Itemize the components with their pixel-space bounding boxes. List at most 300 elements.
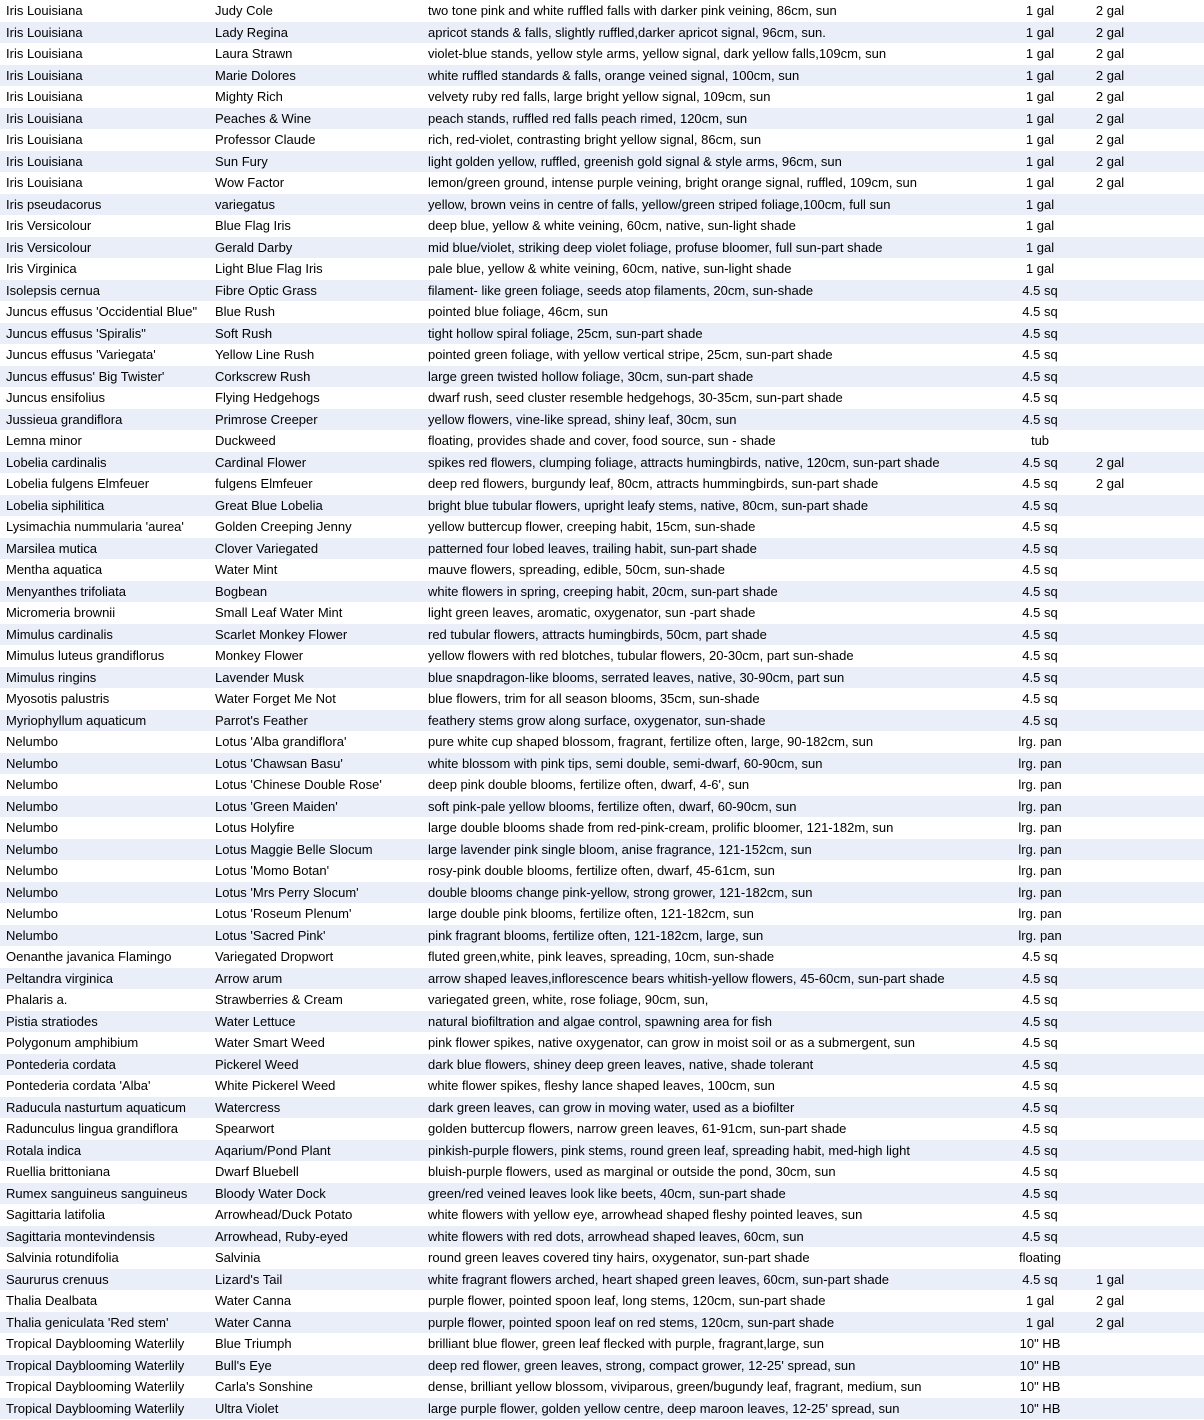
- description-cell: white fragrant flowers arched, heart shaped green leaves, 60cm, sun-part shade: [428, 1271, 890, 1287]
- table-row: [0, 1097, 1204, 1119]
- description-cell: golden buttercup flowers, narrow green leaves, 61-91cm, sun-part shade: [428, 1121, 847, 1136]
- description-cell: natural biofiltration and algae control, spawning area for fish: [428, 1013, 772, 1029]
- common-name-cell: Judy Cole: [215, 3, 273, 18]
- botanical-name-cell: Saururus crenuus: [6, 1271, 109, 1287]
- table-row: [0, 753, 1204, 775]
- botanical-name-cell: Thalia geniculata 'Red stem': [6, 1314, 169, 1330]
- size-1-cell: 1 gal: [1025, 110, 1055, 126]
- size-1-cell: 4.5 sq: [1022, 691, 1058, 706]
- botanical-name-cell: Iris Louisiana: [6, 24, 83, 40]
- size-1-cell: 1 gal: [1025, 1314, 1055, 1330]
- table-row: [0, 645, 1204, 667]
- botanical-name-cell: Iris Louisiana: [6, 175, 83, 190]
- table-row: [0, 430, 1204, 452]
- size-1-cell: 1 gal: [1025, 132, 1055, 147]
- description-cell: velvety ruby red falls, large bright yellow signal, 109cm, sun: [428, 89, 771, 104]
- size-1-cell: 1 gal: [1025, 1293, 1055, 1308]
- common-name-cell: Gerald Darby: [215, 239, 293, 255]
- size-1-cell: 4.5 sq: [1022, 992, 1058, 1007]
- common-name-cell: Carla's Sonshine: [215, 1379, 313, 1394]
- table-row: [0, 172, 1204, 194]
- table-row: [0, 344, 1204, 366]
- table-row: [0, 1247, 1204, 1269]
- size-1-cell: 4.5 sq: [1022, 562, 1058, 577]
- botanical-name-cell: Nelumbo: [6, 906, 59, 921]
- size-2-cell: 2 gal: [1095, 67, 1125, 83]
- description-cell: yellow flowers, vine-like spread, shiny leaf, 30cm, sun: [428, 411, 737, 427]
- botanical-name-cell: Myosotis palustris: [6, 691, 110, 706]
- description-cell: deep red flower, green leaves, strong, compact grower, 12-25' spread, sun: [428, 1357, 856, 1373]
- botanical-name-cell: Pontederia cordata: [6, 1056, 116, 1072]
- botanical-name-cell: Mimulus ringins: [6, 669, 97, 685]
- common-name-cell: Lotus Holyfire: [215, 820, 295, 835]
- size-1-cell: lrg. pan: [1018, 820, 1062, 835]
- common-name-cell: Water Lettuce: [215, 1013, 296, 1029]
- size-1-cell: 4.5 sq: [1022, 1207, 1058, 1222]
- table-row: [0, 581, 1204, 603]
- table-row: [0, 409, 1204, 431]
- size-1-cell: 4.5 sq: [1022, 669, 1058, 685]
- botanical-name-cell: Peltandra virginica: [6, 970, 113, 986]
- common-name-cell: Sun Fury: [215, 153, 268, 169]
- size-2-cell: 2 gal: [1095, 24, 1125, 40]
- description-cell: rich, red-violet, contrasting bright yellow signal, 86cm, sun: [428, 132, 762, 147]
- botanical-name-cell: Lobelia cardinalis: [6, 454, 107, 470]
- botanical-name-cell: Iris Louisiana: [6, 153, 83, 169]
- description-cell: pinkish-purple flowers, pink stems, round green leaf, spreading habit, med-high light: [428, 1142, 910, 1158]
- size-1-cell: 4.5 sq: [1022, 626, 1058, 642]
- size-1-cell: 10" HB: [1019, 1379, 1061, 1394]
- description-cell: white flowers with yellow eye, arrowhead shaped fleshy pointed leaves, sun: [428, 1207, 863, 1222]
- description-cell: red tubular flowers, attracts humingbirds, 50cm, part shade: [428, 626, 767, 642]
- description-cell: feathery stems grow along surface, oxygenator, sun-shade: [428, 712, 766, 728]
- description-cell: yellow, brown veins in centre of falls, yellow/green striped foliage,100cm, full sun: [428, 196, 891, 212]
- common-name-cell: Peaches & Wine: [215, 110, 312, 126]
- description-cell: white flower spikes, fleshy lance shaped leaves, 100cm, sun: [428, 1078, 775, 1093]
- botanical-name-cell: Iris Louisiana: [6, 3, 83, 18]
- common-name-cell: fulgens Elmfeuer: [215, 476, 313, 491]
- table-row: [0, 731, 1204, 753]
- table-row: [0, 925, 1204, 947]
- botanical-name-cell: Sagittaria montevindensis: [6, 1228, 155, 1244]
- size-1-cell: 4.5 sq: [1022, 1056, 1058, 1072]
- table-row: [0, 688, 1204, 710]
- table-row: [0, 1290, 1204, 1312]
- botanical-name-cell: Iris Louisiana: [6, 67, 83, 83]
- botanical-name-cell: Nelumbo: [6, 884, 59, 900]
- botanical-name-cell: Thalia Dealbata: [6, 1293, 98, 1308]
- description-cell: apricot stands & falls, slightly ruffled,darker apricot signal, 96cm, sun.: [428, 24, 826, 40]
- size-1-cell: lrg. pan: [1018, 777, 1062, 792]
- common-name-cell: Water Mint: [215, 562, 278, 577]
- botanical-name-cell: Tropical Dayblooming Waterlily: [6, 1336, 185, 1351]
- table-row: [0, 1032, 1204, 1054]
- table-row: [0, 946, 1204, 968]
- description-cell: peach stands, ruffled red falls peach rimed, 120cm, sun: [428, 110, 748, 126]
- table-row: [0, 602, 1204, 624]
- size-1-cell: tub: [1030, 433, 1050, 448]
- table-row: [0, 667, 1204, 689]
- description-cell: purple flower, pointed spoon leaf, long stems, 120cm, sun-part shade: [428, 1293, 826, 1308]
- size-1-cell: 10" HB: [1019, 1336, 1061, 1351]
- botanical-name-cell: Ruellia brittoniana: [6, 1164, 111, 1179]
- botanical-name-cell: Iris pseudacorus: [6, 196, 102, 212]
- size-1-cell: 1 gal: [1025, 239, 1055, 255]
- size-2-cell: 2 gal: [1095, 89, 1125, 104]
- size-1-cell: floating: [1019, 1250, 1061, 1265]
- table-row: [0, 839, 1204, 861]
- table-row: [0, 1376, 1204, 1398]
- size-1-cell: 4.5 sq: [1022, 390, 1058, 405]
- description-cell: patterned four lobed leaves, trailing habit, sun-part shade: [428, 540, 757, 556]
- table-row: [0, 817, 1204, 839]
- description-cell: arrow shaped leaves,inflorescence bears whitish-yellow flowers, 45-60cm, sun-part shade: [428, 970, 945, 986]
- table-row: [0, 301, 1204, 323]
- table-row: [0, 1398, 1204, 1420]
- size-1-cell: 1 gal: [1025, 67, 1055, 83]
- botanical-name-cell: Radunculus lingua grandiflora: [6, 1121, 179, 1136]
- common-name-cell: Lavender Musk: [215, 669, 304, 685]
- common-name-cell: Water Canna: [215, 1314, 292, 1330]
- size-1-cell: 4.5 sq: [1022, 583, 1058, 599]
- size-1-cell: lrg. pan: [1018, 906, 1062, 921]
- table-row: [0, 215, 1204, 237]
- botanical-name-cell: Iris Versicolour: [6, 218, 92, 233]
- common-name-cell: Lotus 'Momo Botan': [215, 863, 330, 878]
- description-cell: violet-blue stands, yellow style arms, yellow signal, dark yellow falls,109cm, sun: [428, 46, 887, 61]
- size-2-cell: 2 gal: [1095, 175, 1125, 190]
- description-cell: filament- like green foliage, seeds atop filaments, 20cm, sun-shade: [428, 282, 814, 298]
- common-name-cell: Watercress: [215, 1099, 281, 1115]
- table-row: [0, 323, 1204, 345]
- description-cell: green/red veined leaves look like beets, 40cm, sun-part shade: [428, 1185, 786, 1201]
- botanical-name-cell: Iris Versicolour: [6, 239, 92, 255]
- size-1-cell: 4.5 sq: [1022, 304, 1058, 319]
- common-name-cell: Arrowhead/Duck Potato: [215, 1207, 353, 1222]
- description-cell: pointed green foliage, with yellow vertical stripe, 25cm, sun-part shade: [428, 347, 833, 362]
- botanical-name-cell: Salvinia rotundifolia: [6, 1250, 119, 1265]
- common-name-cell: Lotus 'Alba grandiflora': [215, 734, 347, 749]
- botanical-name-cell: Myriophyllum aquaticum: [6, 712, 147, 728]
- size-1-cell: 1 gal: [1025, 24, 1055, 40]
- size-1-cell: lrg. pan: [1018, 884, 1062, 900]
- table-row: [0, 1226, 1204, 1248]
- botanical-name-cell: Sagittaria latifolia: [6, 1207, 105, 1222]
- common-name-cell: Lotus 'Green Maiden': [215, 798, 338, 814]
- common-name-cell: Pickerel Weed: [215, 1056, 299, 1072]
- common-name-cell: Professor Claude: [215, 132, 316, 147]
- botanical-name-cell: Nelumbo: [6, 927, 59, 943]
- description-cell: mauve flowers, spreading, edible, 50cm, sun-shade: [428, 562, 725, 577]
- common-name-cell: Lizard's Tail: [215, 1271, 283, 1287]
- size-1-cell: 4.5 sq: [1022, 497, 1058, 513]
- table-row: [0, 860, 1204, 882]
- description-cell: bright blue tubular flowers, upright leafy stems, native, 80cm, sun-part shade: [428, 497, 869, 513]
- botanical-name-cell: Oenanthe javanica Flamingo: [6, 949, 172, 964]
- description-cell: double blooms change pink-yellow, strong grower, 121-182cm, sun: [428, 884, 813, 900]
- description-cell: soft pink-pale yellow blooms, fertilize often, dwarf, 60-90cm, sun: [428, 798, 797, 814]
- common-name-cell: Lotus 'Sacred Pink': [215, 927, 326, 943]
- botanical-name-cell: Micromeria brownii: [6, 605, 116, 620]
- botanical-name-cell: Isolepsis cernua: [6, 282, 100, 298]
- size-1-cell: 1 gal: [1025, 261, 1055, 276]
- size-1-cell: lrg. pan: [1018, 734, 1062, 749]
- size-1-cell: lrg. pan: [1018, 798, 1062, 814]
- common-name-cell: White Pickerel Weed: [215, 1078, 336, 1093]
- common-name-cell: Aqarium/Pond Plant: [215, 1142, 331, 1158]
- common-name-cell: Lady Regina: [215, 24, 288, 40]
- size-1-cell: 10" HB: [1019, 1357, 1061, 1373]
- description-cell: large double blooms shade from red-pink-cream, prolific bloomer, 121-182m, sun: [428, 820, 894, 835]
- description-cell: round green leaves covered tiny hairs, oxygenator, sun-part shade: [428, 1250, 810, 1265]
- botanical-name-cell: Mimulus cardinalis: [6, 626, 113, 642]
- size-1-cell: 4.5 sq: [1022, 476, 1058, 491]
- description-cell: pale blue, yellow & white veining, 60cm, native, sun-light shade: [428, 261, 792, 276]
- table-row: [0, 280, 1204, 302]
- description-cell: rosy-pink double blooms, fertilize often, dwarf, 45-61cm, sun: [428, 863, 775, 878]
- table-row: [0, 86, 1204, 108]
- description-cell: white flowers with red dots, arrowhead shaped leaves, 60cm, sun: [428, 1228, 804, 1244]
- table-row: [0, 796, 1204, 818]
- common-name-cell: Yellow Line Rush: [215, 347, 315, 362]
- description-cell: deep red flowers, burgundy leaf, 80cm, attracts hummingbirds, sun-part shade: [428, 476, 879, 491]
- table-row: [0, 237, 1204, 259]
- table-row: [0, 1269, 1204, 1291]
- botanical-name-cell: Iris Louisiana: [6, 89, 83, 104]
- size-1-cell: lrg. pan: [1018, 927, 1062, 943]
- common-name-cell: Parrot's Feather: [215, 712, 308, 728]
- common-name-cell: variegatus: [215, 196, 275, 212]
- botanical-name-cell: Pistia stratiodes: [6, 1013, 98, 1029]
- common-name-cell: Great Blue Lobelia: [215, 497, 323, 513]
- size-1-cell: 4.5 sq: [1022, 1035, 1058, 1050]
- description-cell: light green leaves, aromatic, oxygenator, sun -part shade: [428, 605, 756, 620]
- common-name-cell: Bloody Water Dock: [215, 1185, 326, 1201]
- botanical-name-cell: Mimulus luteus grandiflorus: [6, 648, 165, 663]
- common-name-cell: Scarlet Monkey Flower: [215, 626, 348, 642]
- table-row: [0, 1312, 1204, 1334]
- table-row: [0, 774, 1204, 796]
- description-cell: blue snapdragon-like blooms, serrated leaves, native, 30-90cm, part sun: [428, 669, 845, 685]
- table-row: [0, 624, 1204, 646]
- botanical-name-cell: Pontederia cordata 'Alba': [6, 1078, 151, 1093]
- table-row: [0, 903, 1204, 925]
- description-cell: pure white cup shaped blossom, fragrant, fertilize often, large, 90-182cm, sun: [428, 734, 874, 749]
- description-cell: dark green leaves, can grow in moving water, used as a biofilter: [428, 1099, 795, 1115]
- common-name-cell: Lotus 'Mrs Perry Slocum': [215, 884, 359, 900]
- size-1-cell: 1 gal: [1025, 175, 1055, 190]
- botanical-name-cell: Juncus ensifolius: [6, 390, 105, 405]
- botanical-name-cell: Phalaris a.: [6, 992, 68, 1007]
- size-1-cell: 1 gal: [1025, 218, 1055, 233]
- size-1-cell: 4.5 sq: [1022, 454, 1058, 470]
- table-row: [0, 43, 1204, 65]
- common-name-cell: Lotus 'Chinese Double Rose': [215, 777, 382, 792]
- description-cell: yellow flowers with red blotches, tubular flowers, 20-30cm, part sun-shade: [428, 648, 854, 663]
- table-row: [0, 0, 1204, 22]
- common-name-cell: Wow Factor: [215, 175, 285, 190]
- table-row: [0, 1075, 1204, 1097]
- description-cell: large purple flower, golden yellow centre, deep maroon leaves, 12-25' spread, sun: [428, 1400, 900, 1416]
- size-1-cell: 4.5 sq: [1022, 970, 1058, 986]
- table-row: [0, 1161, 1204, 1183]
- table-row: [0, 989, 1204, 1011]
- botanical-name-cell: Tropical Dayblooming Waterlily: [6, 1379, 185, 1394]
- size-1-cell: 1 gal: [1025, 196, 1055, 212]
- common-name-cell: Strawberries & Cream: [215, 992, 343, 1007]
- description-cell: floating, provides shade and cover, food source, sun - shade: [428, 433, 776, 448]
- size-1-cell: 1 gal: [1025, 89, 1055, 104]
- table-row: [0, 108, 1204, 130]
- description-cell: spikes red flowers, clumping foliage, attracts humingbirds, native, 120cm, sun-part shade: [428, 454, 940, 470]
- size-1-cell: 4.5 sq: [1022, 1185, 1058, 1201]
- botanical-name-cell: Juncus effusus 'Variegata': [6, 347, 156, 362]
- description-cell: brilliant blue flower, green leaf flecked with purple, fragrant,large, sun: [428, 1336, 824, 1351]
- size-1-cell: 4.5 sq: [1022, 368, 1058, 384]
- table-row: [0, 1183, 1204, 1205]
- table-row: [0, 387, 1204, 409]
- common-name-cell: Bull's Eye: [215, 1357, 272, 1373]
- botanical-name-cell: Juncus effusus' Big Twister': [6, 368, 165, 384]
- table-row: [0, 968, 1204, 990]
- size-1-cell: lrg. pan: [1018, 755, 1062, 771]
- size-2-cell: 2 gal: [1095, 3, 1125, 18]
- common-name-cell: Water Forget Me Not: [215, 691, 336, 706]
- common-name-cell: Clover Variegated: [215, 540, 319, 556]
- description-cell: bluish-purple flowers, used as marginal or outside the pond, 30cm, sun: [428, 1164, 836, 1179]
- botanical-name-cell: Tropical Dayblooming Waterlily: [6, 1400, 185, 1416]
- common-name-cell: Mighty Rich: [215, 89, 283, 104]
- table-row: [0, 882, 1204, 904]
- description-cell: pink fragrant blooms, fertilize often, 121-182cm, large, sun: [428, 927, 764, 943]
- botanical-name-cell: Juncus effusus 'Spiralis": [6, 325, 146, 341]
- size-1-cell: 4.5 sq: [1022, 1078, 1058, 1093]
- description-cell: mid blue/violet, striking deep violet foliage, profuse bloomer, full sun-part shade: [428, 239, 883, 255]
- size-2-cell: 2 gal: [1095, 46, 1125, 61]
- size-1-cell: 4.5 sq: [1022, 282, 1058, 298]
- table-row: [0, 473, 1204, 495]
- common-name-cell: Duckweed: [215, 433, 276, 448]
- size-1-cell: lrg. pan: [1018, 841, 1062, 857]
- common-name-cell: Arrowhead, Ruby-eyed: [215, 1228, 348, 1244]
- description-cell: pink flower spikes, native oxygenator, can grow in moist soil or as a submergent, sun: [428, 1035, 916, 1050]
- size-1-cell: 1 gal: [1025, 3, 1055, 18]
- botanical-name-cell: Marsilea mutica: [6, 540, 98, 556]
- table-row: [0, 1054, 1204, 1076]
- size-1-cell: 4.5 sq: [1022, 1164, 1058, 1179]
- size-2-cell: 2 gal: [1095, 110, 1125, 126]
- size-1-cell: 4.5 sq: [1022, 519, 1058, 534]
- description-cell: large green twisted hollow foliage, 30cm, sun-part shade: [428, 368, 754, 384]
- size-1-cell: 4.5 sq: [1022, 540, 1058, 556]
- description-cell: dark blue flowers, shiney deep green leaves, native, shade tolerant: [428, 1056, 814, 1072]
- common-name-cell: Flying Hedgehogs: [215, 390, 320, 405]
- botanical-name-cell: Iris Louisiana: [6, 110, 83, 126]
- common-name-cell: Water Canna: [215, 1293, 292, 1308]
- table-row: [0, 538, 1204, 560]
- botanical-name-cell: Nelumbo: [6, 798, 59, 814]
- size-1-cell: lrg. pan: [1018, 863, 1062, 878]
- botanical-name-cell: Tropical Dayblooming Waterlily: [6, 1357, 185, 1373]
- botanical-name-cell: Jussieua grandiflora: [6, 411, 123, 427]
- botanical-name-cell: Polygonum amphibium: [6, 1035, 139, 1050]
- botanical-name-cell: Lobelia siphilitica: [6, 497, 105, 513]
- common-name-cell: Fibre Optic Grass: [215, 282, 317, 298]
- size-1-cell: 4.5 sq: [1022, 411, 1058, 427]
- common-name-cell: Dwarf Bluebell: [215, 1164, 299, 1179]
- size-1-cell: 4.5 sq: [1022, 1013, 1058, 1029]
- common-name-cell: Primrose Creeper: [215, 411, 318, 427]
- table-row: [0, 65, 1204, 87]
- botanical-name-cell: Iris Louisiana: [6, 132, 83, 147]
- table-row: [0, 366, 1204, 388]
- botanical-name-cell: Mentha aquatica: [6, 562, 103, 577]
- table-row: [0, 129, 1204, 151]
- description-cell: purple flower, pointed spoon leaf on red stems, 120cm, sun-part shade: [428, 1314, 835, 1330]
- table-row: [0, 495, 1204, 517]
- common-name-cell: Lotus 'Roseum Plenum': [215, 906, 352, 921]
- description-cell: yellow buttercup flower, creeping habit, 15cm, sun-shade: [428, 519, 756, 534]
- description-cell: dense, brilliant yellow blossom, viviparous, green/bugundy leaf, fragrant, medium, sun: [428, 1379, 922, 1394]
- botanical-name-cell: Iris Virginica: [6, 261, 77, 276]
- description-cell: blue flowers, trim for all season blooms, 35cm, sun-shade: [428, 691, 760, 706]
- common-name-cell: Corkscrew Rush: [215, 368, 311, 384]
- table-row: [0, 22, 1204, 44]
- size-2-cell: 2 gal: [1095, 1314, 1125, 1330]
- description-cell: deep blue, yellow & white veining, 60cm, native, sun-light shade: [428, 218, 796, 233]
- botanical-name-cell: Lysimachia nummularia 'aurea': [6, 519, 184, 534]
- description-cell: variegated green, white, rose foliage, 90cm, sun,: [428, 992, 709, 1007]
- botanical-name-cell: Raducula nasturtum aquaticum: [6, 1099, 186, 1115]
- common-name-cell: Bogbean: [215, 583, 268, 599]
- table-row: [0, 1355, 1204, 1377]
- botanical-name-cell: Nelumbo: [6, 734, 59, 749]
- botanical-name-cell: Lemna minor: [6, 433, 82, 448]
- description-cell: deep pink double blooms, fertilize often, dwarf, 4-6', sun: [428, 777, 750, 792]
- botanical-name-cell: Iris Louisiana: [6, 46, 83, 61]
- botanical-name-cell: Nelumbo: [6, 863, 59, 878]
- size-2-cell: 2 gal: [1095, 476, 1125, 491]
- botanical-name-cell: Rotala indica: [6, 1142, 82, 1158]
- description-cell: white flowers in spring, creeping habit, 20cm, sun-part shade: [428, 583, 778, 599]
- size-1-cell: 10" HB: [1019, 1400, 1061, 1416]
- description-cell: lemon/green ground, intense purple veining, bright orange signal, ruffled, 109cm, sun: [428, 175, 918, 190]
- common-name-cell: Soft Rush: [215, 325, 273, 341]
- table-row: [0, 516, 1204, 538]
- table-row: [0, 710, 1204, 732]
- size-1-cell: 4.5 sq: [1022, 1228, 1058, 1244]
- table-row: [0, 1140, 1204, 1162]
- common-name-cell: Monkey Flower: [215, 648, 304, 663]
- table-row: [0, 559, 1204, 581]
- size-2-cell: 1 gal: [1095, 1271, 1125, 1287]
- size-2-cell: 2 gal: [1095, 132, 1125, 147]
- table-row: [0, 151, 1204, 173]
- botanical-name-cell: Nelumbo: [6, 755, 59, 771]
- description-cell: large double pink blooms, fertilize often, 121-182cm, sun: [428, 906, 754, 921]
- size-1-cell: 4.5 sq: [1022, 1099, 1058, 1115]
- description-cell: pointed blue foliage, 46cm, sun: [428, 304, 608, 319]
- description-cell: white ruffled standards & falls, orange veined signal, 100cm, sun: [428, 67, 800, 83]
- table-row: [0, 194, 1204, 216]
- description-cell: dwarf rush, seed cluster resemble hedgehogs, 30-35cm, sun-part shade: [428, 390, 843, 405]
- common-name-cell: Spearwort: [215, 1121, 275, 1136]
- table-row: [0, 1204, 1204, 1226]
- botanical-name-cell: Juncus effusus 'Occidential Blue": [6, 304, 198, 319]
- botanical-name-cell: Nelumbo: [6, 841, 59, 857]
- common-name-cell: Small Leaf Water Mint: [215, 605, 343, 620]
- common-name-cell: Marie Dolores: [215, 67, 296, 83]
